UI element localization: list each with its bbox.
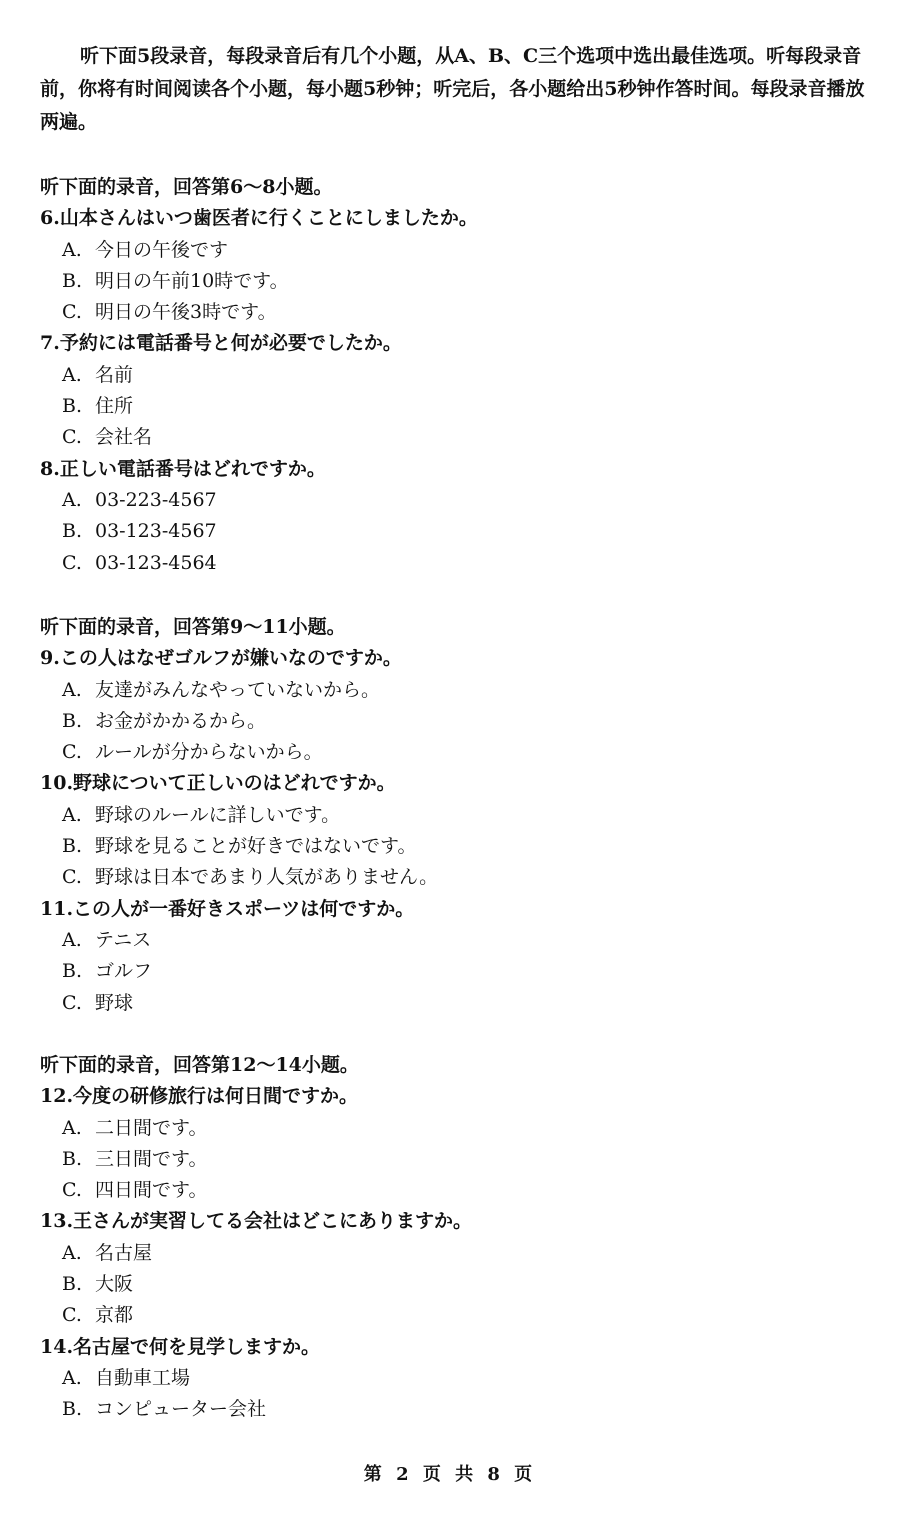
question-text: 10.野球について正しいのはどれですか。 xyxy=(40,772,396,795)
option-b: B. 野球を見ることが好きではないです。 xyxy=(62,835,417,858)
option-a: A. 二日間です。 xyxy=(62,1116,208,1139)
option-a: A. 自動車工場 xyxy=(62,1366,191,1389)
question-text: 9.この人はなぜゴルフが嫌いなのですか。 xyxy=(40,647,402,670)
question-10 xyxy=(40,768,870,893)
question-text: 12.今度の研修旅行は何日間ですか。 xyxy=(40,1085,359,1108)
question-9 xyxy=(40,643,870,768)
option-a: A. 野球のルールに詳しいです。 xyxy=(62,803,341,826)
section-heading: 听下面的录音，回答第6～8小题。 xyxy=(40,176,333,198)
listening-section-2 xyxy=(40,612,870,1019)
question-text: 6.山本さんはいつ歯医者に行くことにしましたか。 xyxy=(40,207,478,230)
question-13 xyxy=(40,1206,870,1331)
option-c: C. 野球は日本であまり人気がありません。 xyxy=(62,866,439,889)
question-text: 13.王さんが実習してる会社はどこにありますか。 xyxy=(40,1210,473,1233)
instructions-paragraph: 听下面5段录音，每段录音后有几个小题，从A、B、C三个选项中选出最佳选项。听每段录音前，你将有时间阅读各个小题，每小题5秒钟；听完后，各小题给出5秒钟作答时间。每段录音播放两遍。 xyxy=(40,45,865,133)
option-c: C. 京都 xyxy=(62,1304,134,1327)
option-b: B. ゴルフ xyxy=(62,960,153,983)
option-a: A. 03-223-4567 xyxy=(62,488,217,511)
question-6 xyxy=(40,203,870,328)
question-text: 8.正しい電話番号はどれですか。 xyxy=(40,457,326,480)
option-b: B. 大阪 xyxy=(62,1273,134,1296)
option-a: A. 友達がみんなやっていないから。 xyxy=(62,678,381,701)
question-text: 7.予約には電話番号と何が必要でしたか。 xyxy=(40,332,402,355)
option-b: B. 03-123-4567 xyxy=(62,520,217,543)
option-c: C. 会社名 xyxy=(62,426,153,449)
option-b: B. コンピューター会社 xyxy=(62,1398,267,1421)
option-a: A. 名古屋 xyxy=(62,1241,153,1264)
option-c: C. 03-123-4564 xyxy=(62,551,217,574)
option-b: B. お金がかかるから。 xyxy=(62,709,267,732)
section-heading: 听下面的录音，回答第9～11小题。 xyxy=(40,616,346,638)
option-c: C. 四日間です。 xyxy=(62,1179,208,1202)
listening-section-1 xyxy=(40,172,870,579)
question-14 xyxy=(40,1332,870,1426)
option-a: A. 今日の午後です xyxy=(62,238,229,261)
option-c: C. 明日の午後3時です。 xyxy=(62,301,277,324)
option-b: B. 住所 xyxy=(62,395,134,418)
option-a: A. テニス xyxy=(62,928,152,951)
option-b: B. 明日の午前10時です。 xyxy=(62,269,289,292)
option-b: B. 三日間です。 xyxy=(62,1147,208,1170)
section-heading: 听下面的录音，回答第12～14小题。 xyxy=(40,1054,359,1076)
page-number: 第 2 页 共 8 页 xyxy=(363,1464,537,1485)
option-a: A. 名前 xyxy=(62,363,134,386)
question-text: 11.この人が一番好きスポーツは何ですか。 xyxy=(40,897,415,920)
question-text: 14.名古屋で何を見学しますか。 xyxy=(40,1335,321,1358)
option-c: C. 野球 xyxy=(62,991,134,1014)
listening-section-3 xyxy=(40,1050,870,1426)
option-c: C. ルールが分からないから。 xyxy=(62,741,323,764)
question-8 xyxy=(40,454,870,579)
question-12 xyxy=(40,1081,870,1206)
question-11 xyxy=(40,894,870,1019)
question-7 xyxy=(40,328,870,453)
